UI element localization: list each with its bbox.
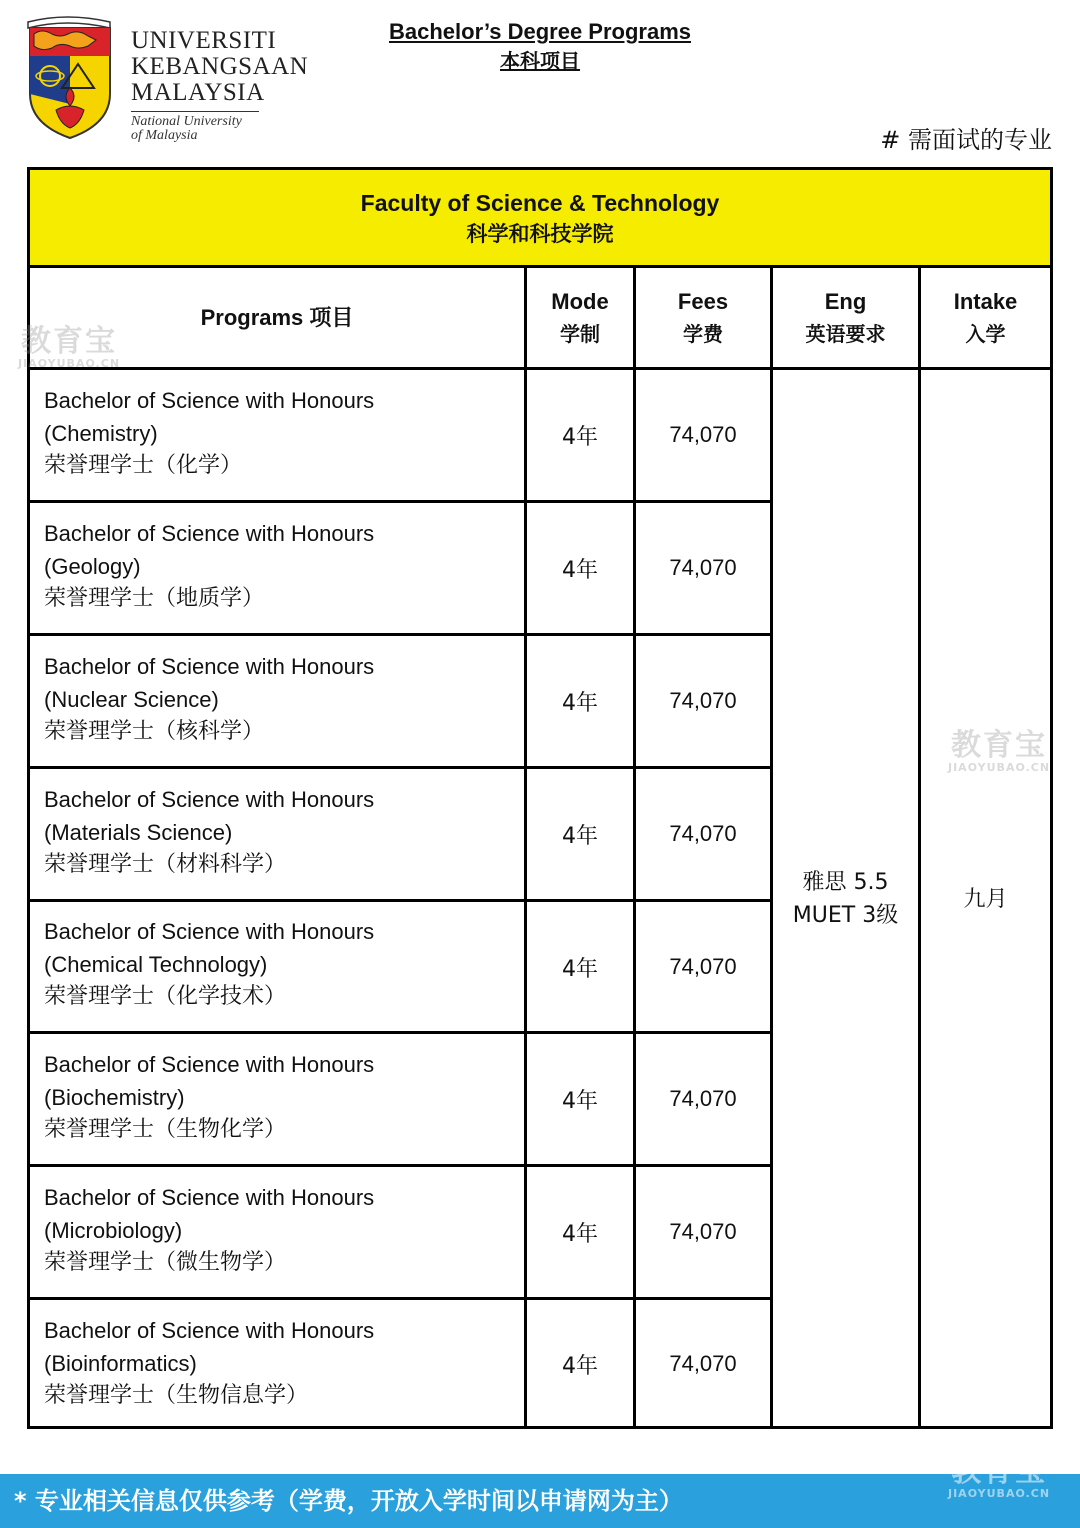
program-name-en: Bachelor of Science with Honours bbox=[44, 919, 375, 944]
fees-cell: 74,070 bbox=[669, 422, 737, 447]
program-major-en: (Nuclear Science) bbox=[44, 686, 219, 712]
program-name-zh: 荣誉理学士（微生物学） bbox=[44, 1250, 287, 1275]
program-major-en: (Chemical Technology) bbox=[44, 951, 268, 977]
mode-cell: 4年 bbox=[562, 424, 598, 450]
program-major-en: (Bioinformatics) bbox=[44, 1350, 197, 1376]
mode-cell: 4年 bbox=[562, 690, 598, 716]
header-fees-zh: 学费 bbox=[683, 322, 723, 346]
page-title-en: Bachelor’s Degree Programs bbox=[388, 19, 692, 44]
intake-value: 九月 bbox=[963, 886, 1008, 912]
program-name-zh: 荣誉理学士（地质学） bbox=[44, 586, 265, 611]
intake-cell bbox=[921, 370, 1050, 1428]
interview-note: # 需面试的专业 bbox=[880, 126, 1052, 154]
header-fees bbox=[636, 268, 770, 368]
watermark-text: 教育宝 bbox=[951, 728, 1048, 763]
fees-cell: 74,070 bbox=[669, 1219, 737, 1244]
header-intake bbox=[921, 268, 1050, 368]
eng-requirement-cell bbox=[773, 370, 918, 1428]
faculty-name-zh: 科学和科技学院 bbox=[466, 222, 614, 246]
header-programs bbox=[30, 268, 524, 368]
fees-cell: 74,070 bbox=[669, 1086, 737, 1111]
program-cell bbox=[44, 385, 524, 483]
program-major-en: (Biochemistry) bbox=[44, 1084, 185, 1110]
eng-requirement-muet: MUET 3级 bbox=[792, 903, 899, 928]
program-cell bbox=[44, 651, 524, 749]
program-name-en: Bachelor of Science with Honours bbox=[44, 1052, 375, 1077]
program-name-zh: 荣誉理学士（生物信息学） bbox=[44, 1383, 309, 1408]
university-name-line-1: UNIVERSITI bbox=[131, 27, 277, 54]
header-programs-label: Programs 项目 bbox=[200, 305, 354, 330]
watermark-url: JIAOYUBAO.CN bbox=[18, 357, 121, 370]
page-title-zh: 本科项目 bbox=[500, 49, 580, 73]
header-mode-zh: 学制 bbox=[560, 322, 600, 346]
mode-cell: 4年 bbox=[562, 1353, 598, 1379]
eng-requirement-ielts: 雅思 5.5 bbox=[802, 870, 889, 895]
program-cell bbox=[44, 518, 524, 616]
header-intake-en: Intake bbox=[953, 289, 1018, 314]
fees-cell: 74,070 bbox=[669, 555, 737, 580]
program-cell bbox=[44, 1182, 524, 1280]
footer-note: * 专业相关信息仅供参考（学费，开放入学时间以申请网为主） bbox=[0, 1474, 1080, 1528]
program-name-en: Bachelor of Science with Honours bbox=[44, 654, 375, 679]
program-name-zh: 荣誉理学士（化学技术） bbox=[44, 984, 287, 1009]
header-eng-zh: 英语要求 bbox=[805, 322, 886, 346]
program-major-en: (Geology) bbox=[44, 553, 141, 579]
faculty-name-en: Faculty of Science & Technology bbox=[360, 190, 720, 216]
program-name-zh: 荣誉理学士（化学） bbox=[44, 453, 243, 478]
program-name-en: Bachelor of Science with Honours bbox=[44, 388, 375, 413]
page-title bbox=[0, 18, 1080, 76]
program-cell bbox=[44, 784, 524, 882]
header-fees-en: Fees bbox=[677, 289, 729, 314]
program-cell bbox=[44, 1315, 524, 1413]
program-name-en: Bachelor of Science with Honours bbox=[44, 787, 375, 812]
program-name-zh: 荣誉理学士（核科学） bbox=[44, 719, 265, 744]
university-name-line-2: KEBANGSAAN bbox=[131, 53, 309, 80]
program-major-en: (Chemistry) bbox=[44, 420, 158, 446]
program-major-en: (Microbiology) bbox=[44, 1217, 183, 1243]
program-major-en: (Materials Science) bbox=[44, 819, 233, 845]
program-name-zh: 荣誉理学士（生物化学） bbox=[44, 1117, 287, 1142]
mode-cell: 4年 bbox=[562, 956, 598, 982]
university-subtitle-1: National University bbox=[131, 114, 242, 129]
faculty-header bbox=[30, 170, 1050, 268]
mode-cell: 4年 bbox=[562, 823, 598, 849]
programs-table bbox=[27, 167, 1053, 1429]
watermark-url: JIAOYUBAO.CN bbox=[948, 761, 1051, 774]
mode-cell: 4年 bbox=[562, 1221, 598, 1247]
university-name-line-3: MALAYSIA bbox=[131, 79, 265, 106]
header-intake-zh: 入学 bbox=[965, 322, 1006, 346]
university-subtitle-2: of Malaysia bbox=[131, 128, 198, 143]
mode-cell: 4年 bbox=[562, 557, 598, 583]
fees-cell: 74,070 bbox=[669, 1351, 737, 1376]
fees-cell: 74,070 bbox=[669, 688, 737, 713]
divider bbox=[131, 111, 259, 112]
program-name-en: Bachelor of Science with Honours bbox=[44, 1318, 375, 1343]
watermark-text: 教育宝 bbox=[21, 324, 118, 359]
program-name-en: Bachelor of Science with Honours bbox=[44, 1185, 375, 1210]
header-eng-en: Eng bbox=[824, 289, 867, 314]
program-name-zh: 荣誉理学士（材料科学） bbox=[44, 852, 287, 877]
program-name-en: Bachelor of Science with Honours bbox=[44, 521, 375, 546]
watermark-text: 教育宝 bbox=[951, 1454, 1048, 1489]
header-eng bbox=[773, 268, 918, 368]
watermark-url: JIAOYUBAO.CN bbox=[948, 1487, 1051, 1500]
header-mode-en: Mode bbox=[551, 289, 609, 314]
header-mode bbox=[527, 268, 633, 368]
fees-cell: 74,070 bbox=[669, 954, 737, 979]
program-cell bbox=[44, 1049, 524, 1147]
mode-cell: 4年 bbox=[562, 1088, 598, 1114]
fees-cell: 74,070 bbox=[669, 821, 737, 846]
program-cell bbox=[44, 916, 524, 1014]
